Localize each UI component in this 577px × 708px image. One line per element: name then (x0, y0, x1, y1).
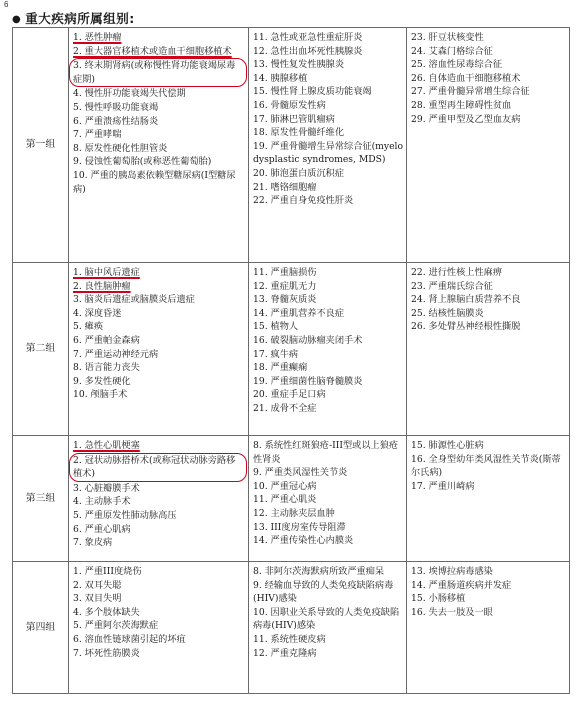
group-row (13, 28, 570, 263)
disease-item: 10. 严重冠心病 (253, 480, 317, 492)
disease-item: 7. 严重哮喘 (73, 129, 122, 141)
group-label: 第三组 (13, 436, 69, 562)
group-label: 第二组 (13, 263, 69, 436)
disease-list-col2 (249, 263, 407, 436)
disease-item: 6. 严重帕金森病 (73, 334, 140, 346)
disease-item: 3. 双目失明 (73, 593, 122, 605)
section-title (12, 9, 135, 27)
disease-item: 1. 恶性肿瘤 (73, 32, 122, 43)
disease-item: 6. 严重心肌病 (73, 523, 131, 535)
disease-item: 11. 急性或亚急性重症肝炎 (253, 32, 363, 43)
group-row (13, 436, 570, 562)
disease-item: 21. 成骨不全症 (253, 402, 317, 414)
disease-item: 17. 疯牛病 (253, 348, 299, 360)
disease-item: 1. 急性心肌梗塞 (73, 440, 140, 451)
disease-item: 21. 嗜铬细胞瘤 (253, 181, 317, 193)
disease-item: 16. 破裂脑动脉瘤夹闭手术 (253, 334, 363, 346)
group-row (13, 263, 570, 436)
disease-list-col3 (407, 263, 570, 436)
disease-item: 9. 多发性硬化 (73, 375, 131, 387)
disease-item: 3. 终末期肾病(或称慢性肾功能衰竭尿毒症期) (69, 58, 247, 87)
disease-item: 14. 胰腺移植 (253, 72, 308, 84)
disease-item: 2. 冠状动脉搭桥术(或称冠状动脉旁路移植术) (69, 453, 247, 482)
disease-item: 13. 慢性复发性胰腺炎 (253, 59, 345, 71)
disease-item: 17. 肺淋巴管肌瘤病 (253, 113, 335, 125)
disease-item: 10. 严重的胰岛素依赖型糖尿病(I型糖尿病) (73, 169, 236, 195)
disease-item: 16. 骨髓原发性病 (253, 99, 326, 111)
disease-item: 9. 经输血导致的人类免疫缺陷病毒(HIV)感染 (253, 579, 394, 605)
group-label: 第四组 (13, 562, 69, 694)
disease-item: 3. 脑炎后遗症或脑膜炎后遗症 (73, 294, 195, 306)
disease-list-col2 (249, 562, 407, 694)
disease-item: 20. 肺泡蛋白质沉积症 (253, 167, 345, 179)
table-body (13, 28, 570, 694)
disease-list-col1 (69, 436, 249, 562)
disease-item: 14. 严重肠道疾病并发症 (411, 579, 512, 591)
disease-item: 8. 非阿尔茨海默病所致严重痴呆 (253, 566, 385, 577)
disease-item: 6. 溶血性链球菌引起的坏疽 (73, 633, 186, 645)
disease-item: 2. 双耳失聪 (73, 579, 122, 591)
disease-item: 8. 原发性硬化性胆管炎 (73, 142, 168, 154)
disease-item: 9. 侵蚀性葡萄胎(或称恶性葡萄胎) (73, 156, 212, 168)
disease-item: 29. 严重甲型及乙型血友病 (411, 113, 521, 125)
disease-item: 14. 严重传染性心内膜炎 (253, 535, 354, 547)
disease-item: 12. 严重克隆病 (253, 647, 317, 659)
disease-item: 12. 重症肌无力 (253, 280, 317, 292)
disease-item: 16. 失去一肢及一眼 (411, 606, 493, 618)
disease-item: 22. 进行性核上性麻痹 (411, 267, 503, 278)
disease-list-col3 (407, 562, 570, 694)
disease-item: 23. 严重瑞氏综合征 (411, 280, 493, 292)
disease-item: 20. 重症手足口病 (253, 389, 326, 401)
group-label: 第一组 (13, 28, 69, 263)
disease-list-col1 (69, 263, 249, 436)
disease-item: 16. 全身型幼年类风湿性关节炎(斯蒂尔氏病) (411, 453, 561, 479)
disease-item: 5. 严重原发性肺动脉高压 (73, 509, 177, 521)
disease-item: 10. 颅脑手术 (73, 389, 128, 401)
disease-item: 28. 重型再生障碍性贫血 (411, 99, 512, 111)
disease-item: 4. 主动脉手术 (73, 496, 131, 508)
disease-item: 1. 严重III度烧伤 (73, 566, 142, 577)
disease-item: 22. 严重自身免疫性肝炎 (253, 195, 354, 207)
disease-item: 5. 慢性呼吸功能衰竭 (73, 101, 159, 113)
disease-item: 4. 慢性肝功能衰竭失代偿期 (73, 88, 186, 100)
disease-item: 25. 溶血性尿毒综合征 (411, 59, 503, 71)
disease-list-col2 (249, 28, 407, 263)
disease-item: 24. 艾森门格综合征 (411, 45, 493, 57)
page-number: 6 (4, 0, 9, 9)
disease-item: 7. 严重运动神经元病 (73, 348, 159, 360)
title-bullet-icon: ● (12, 14, 22, 25)
disease-item: 24. 肾上腺脑白质营养不良 (411, 294, 521, 306)
disease-item: 1. 脑中风后遗症 (73, 267, 140, 278)
disease-item: 2. 良性脑肿瘤 (73, 280, 131, 292)
disease-item: 5. 严重阿尔茨海默症 (73, 620, 159, 632)
disease-item: 4. 多个肢体缺失 (73, 606, 140, 618)
disease-item: 26. 自体造血干细胞移植术 (411, 72, 521, 84)
title-text: 重大疾病所属组别: (25, 11, 135, 26)
disease-item: 19. 严重细菌性脑脊髓膜炎 (253, 375, 363, 387)
disease-item: 27. 严重骨髓异常增生综合征 (411, 86, 530, 98)
disease-list-col2 (249, 436, 407, 562)
disease-group-table (12, 27, 570, 694)
disease-item: 7. 象皮病 (73, 537, 113, 549)
disease-item: 8. 系统性红斑狼疮-III型或以上狼疮性肾炎 (253, 440, 399, 465)
disease-item: 15. 慢性肾上腺皮质功能衰竭 (253, 86, 372, 98)
disease-item: 8. 语言能力丧失 (73, 362, 140, 374)
disease-list-col1 (69, 28, 249, 263)
disease-item: 3. 心脏瓣膜手术 (73, 482, 140, 494)
disease-item: 12. 急性出血坏死性胰腺炎 (253, 45, 363, 57)
disease-item: 11. 系统性硬皮病 (253, 633, 326, 645)
disease-item: 15. 小肠移植 (411, 593, 466, 605)
disease-item: 4. 深度昏迷 (73, 307, 122, 319)
disease-item: 26. 多处臂丛神经根性撕脱 (411, 321, 521, 333)
disease-item: 19. 严重骨髓增生异常综合征(myelodysplastic syndromes, MDS) (253, 140, 403, 166)
group-row (13, 562, 570, 694)
disease-item: 23. 肝豆状核变性 (411, 32, 484, 43)
disease-item: 13. 埃博拉病毒感染 (411, 566, 493, 577)
disease-item: 5. 瘫痪 (73, 321, 104, 333)
disease-item: 11. 严重脑损伤 (253, 267, 317, 278)
disease-item: 12. 主动脉夹层血肿 (253, 507, 335, 519)
disease-item: 10. 因职业关系导致的人类免疫缺陷病毒(HIV)感染 (253, 606, 400, 632)
disease-list-col3 (407, 28, 570, 263)
disease-item: 11. 严重心肌炎 (253, 494, 317, 506)
disease-item: 6. 严重溃疡性结肠炎 (73, 115, 159, 127)
disease-item: 18. 原发性骨髓纤维化 (253, 127, 345, 139)
disease-item: 15. 植物人 (253, 321, 299, 333)
disease-item: 2. 重大器官移植术或造血干细胞移植术 (73, 45, 232, 57)
disease-item: 15. 肺源性心脏病 (411, 440, 484, 451)
disease-item: 14. 严重肌营养不良症 (253, 307, 345, 319)
disease-item: 17. 严重川崎病 (411, 480, 475, 492)
disease-list-col1 (69, 562, 249, 694)
disease-item: 18. 严重癫痫 (253, 362, 308, 374)
disease-item: 9. 严重类风湿性关节炎 (253, 467, 348, 479)
disease-item: 13. 脊髓灰质炎 (253, 294, 317, 306)
disease-item: 13. III度房室传导阻滞 (253, 521, 346, 533)
disease-item: 25. 结核性脑膜炎 (411, 307, 484, 319)
disease-item: 7. 坏死性筋膜炎 (73, 647, 140, 659)
disease-list-col3 (407, 436, 570, 562)
